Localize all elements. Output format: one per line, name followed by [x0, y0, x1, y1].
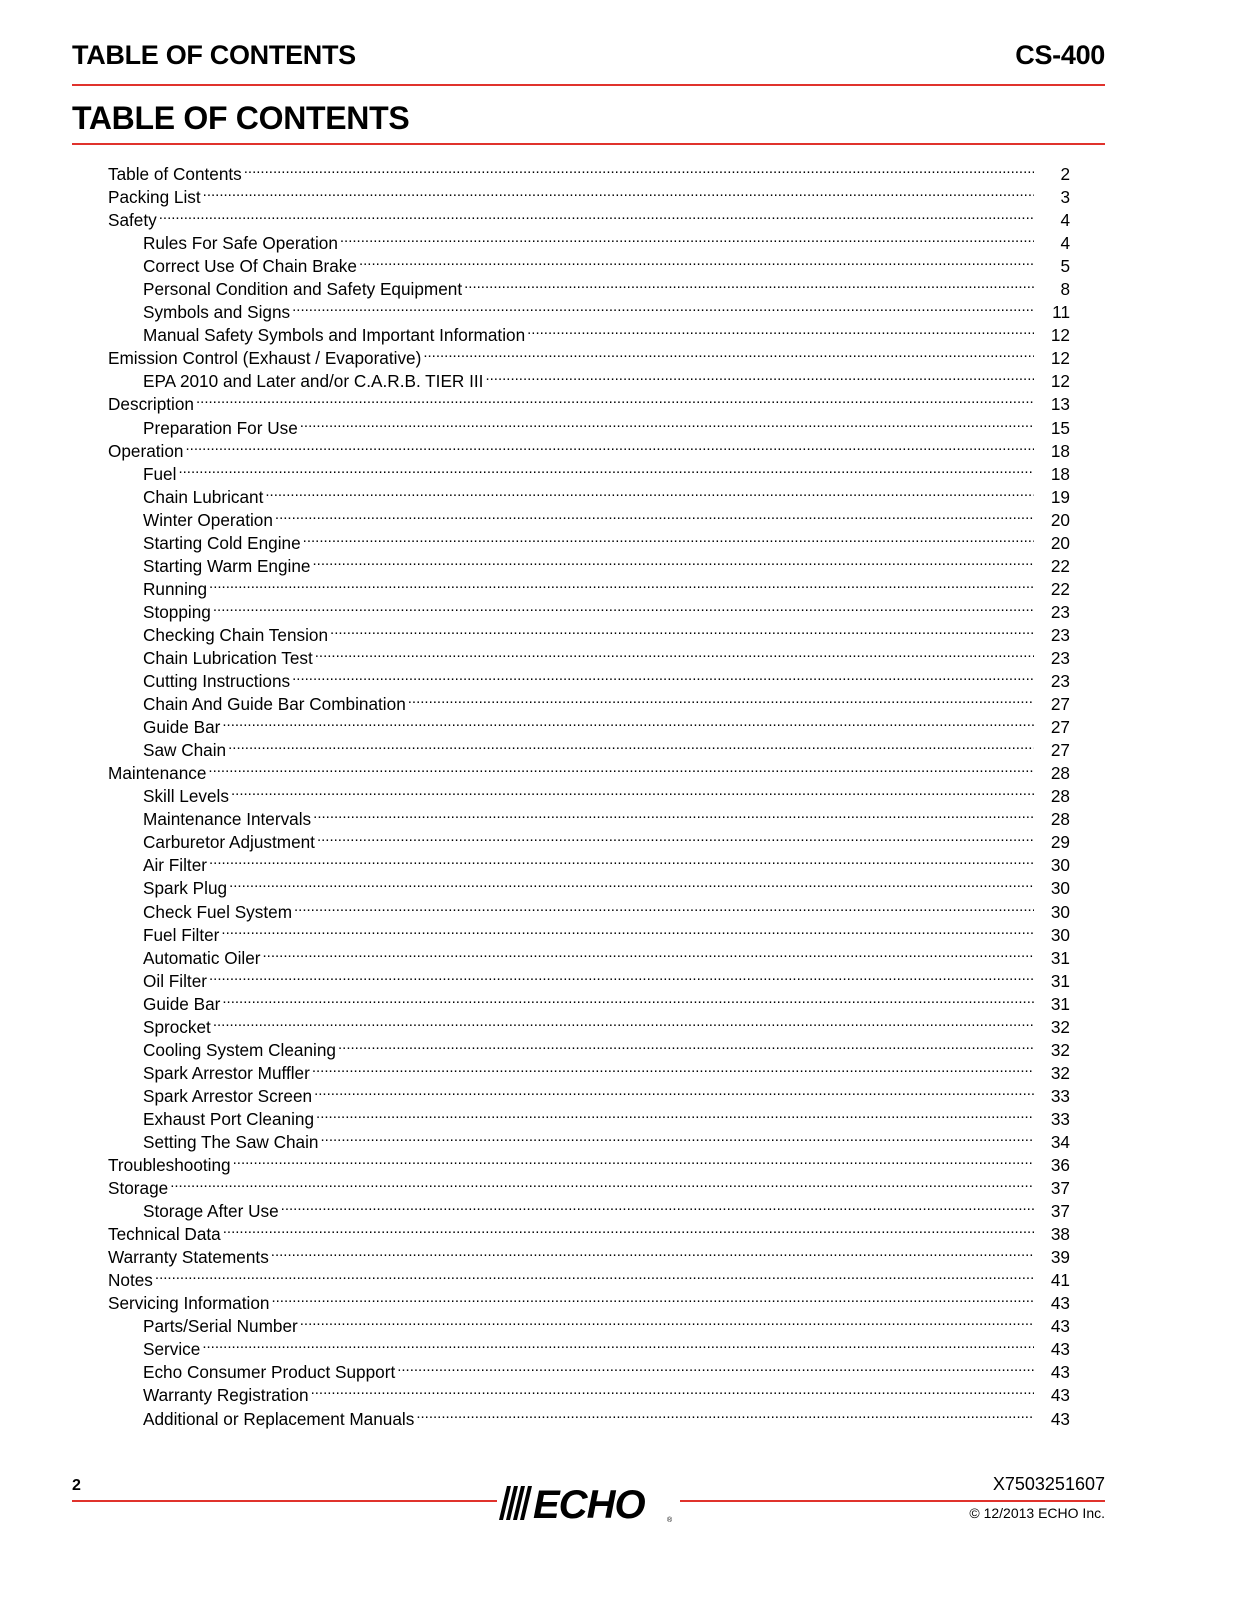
toc-dot-leader — [231, 779, 1034, 802]
toc-entry[interactable] — [108, 1171, 1070, 1199]
toc-dot-leader — [340, 226, 1034, 249]
toc-entry-page: 31 — [1050, 970, 1070, 991]
toc-dot-leader — [196, 387, 1034, 410]
toc-entry-label: Storage — [108, 1178, 169, 1199]
toc-subentry[interactable] — [108, 1033, 1070, 1060]
toc-entry-label: Running — [143, 578, 208, 599]
title-divider — [72, 143, 1105, 145]
toc-dot-leader — [527, 318, 1034, 341]
toc-dot-leader — [303, 526, 1034, 549]
toc-dot-leader — [317, 825, 1034, 848]
toc-entry-page: 27 — [1050, 717, 1070, 738]
toc-dot-leader — [397, 1355, 1034, 1378]
toc-dot-leader — [485, 364, 1034, 387]
footer-divider-left — [72, 1500, 497, 1502]
toc-dot-leader — [262, 941, 1034, 964]
toc-entry-page: 18 — [1050, 463, 1070, 484]
toc-entry-label: Air Filter — [143, 855, 207, 876]
toc-entry-label: Manual Safety Symbols and Important Information — [143, 325, 526, 346]
toc-subentry[interactable] — [108, 802, 1070, 830]
header-section-title: TABLE OF CONTENTS — [72, 40, 356, 70]
echo-logo — [497, 1482, 680, 1524]
toc-entry-page: 28 — [1050, 809, 1070, 830]
toc-entry[interactable] — [108, 180, 1070, 208]
toc-dot-leader — [222, 710, 1034, 733]
toc-dot-leader — [315, 641, 1034, 664]
toc-entry-label: Technical Data — [108, 1224, 221, 1245]
toc-entry-label: Rules For Safe Operation — [143, 233, 338, 254]
toc-subentry[interactable] — [108, 987, 1070, 1014]
toc-entry-label: Cutting Instructions — [143, 671, 291, 692]
toc-dot-leader — [275, 503, 1034, 526]
toc-entry-label: EPA 2010 and Later and/or C.A.R.B. TIER III — [143, 371, 484, 392]
toc-subentry[interactable] — [108, 733, 1070, 761]
toc-dot-leader — [209, 964, 1034, 987]
toc-dot-leader — [178, 457, 1034, 480]
toc-subentry[interactable] — [108, 411, 1070, 438]
toc-entry[interactable] — [108, 203, 1070, 231]
toc-entry-label: Symbols and Signs — [143, 302, 291, 323]
toc-entry-label: Packing List — [108, 187, 201, 208]
toc-entry-page: 8 — [1060, 279, 1070, 300]
toc-subentry[interactable] — [108, 226, 1070, 254]
toc-dot-leader — [221, 918, 1034, 941]
toc-entry-label: Checking Chain Tension — [143, 624, 329, 645]
toc-entry-page: 31 — [1050, 947, 1070, 968]
toc-entry-page: 19 — [1050, 486, 1070, 507]
toc-entry-label: Service — [143, 1339, 201, 1360]
toc-entry-page: 33 — [1050, 1108, 1070, 1129]
toc-entry-page: 36 — [1050, 1155, 1070, 1176]
toc-entry-page: 12 — [1050, 371, 1070, 392]
toc-entry-page: 30 — [1050, 855, 1070, 876]
toc-entry-label: Echo Consumer Product Support — [143, 1362, 396, 1383]
toc-subentry[interactable] — [108, 895, 1070, 922]
toc-entry-page: 34 — [1050, 1131, 1070, 1152]
toc-entry-page: 23 — [1050, 624, 1070, 645]
toc-entry-label: Troubleshooting — [108, 1155, 231, 1176]
toc-entry-page: 23 — [1050, 601, 1070, 622]
toc-subentry[interactable] — [108, 779, 1070, 807]
toc-subentry[interactable] — [108, 941, 1070, 968]
logo-wordmark: ECHO — [533, 1483, 645, 1524]
toc-entry-page: 20 — [1050, 532, 1070, 553]
toc-entry-label: Chain And Guide Bar Combination — [143, 694, 406, 715]
toc-entry-page: 12 — [1050, 348, 1070, 369]
toc-entry-page: 31 — [1050, 993, 1070, 1014]
toc-entry-page: 32 — [1050, 1062, 1070, 1083]
toc-entry-label: Operation — [108, 440, 184, 461]
toc-entry-label: Notes — [108, 1270, 153, 1291]
toc-dot-leader — [464, 272, 1034, 295]
toc-entry-page: 33 — [1050, 1085, 1070, 1106]
toc-dot-leader — [314, 1079, 1034, 1102]
toc-entry-page: 30 — [1050, 901, 1070, 922]
toc-entry-page: 4 — [1060, 210, 1070, 231]
toc-entry-page: 22 — [1050, 578, 1070, 599]
toc-entry-label: Warranty Statements — [108, 1247, 269, 1268]
toc-entry-page: 37 — [1050, 1178, 1070, 1199]
toc-dot-leader — [208, 756, 1034, 779]
toc-entry-page: 32 — [1050, 1016, 1070, 1037]
toc-dot-leader — [213, 1010, 1034, 1033]
toc-entry-label: Oil Filter — [143, 970, 207, 991]
toc-entry-page: 5 — [1060, 256, 1070, 277]
toc-entry-label: Fuel — [143, 463, 177, 484]
toc-dot-leader — [330, 618, 1034, 641]
toc-entry-page: 29 — [1050, 832, 1070, 853]
toc-dot-leader — [312, 1056, 1034, 1079]
toc-entry-label: Maintenance — [108, 763, 207, 784]
toc-subentry[interactable] — [108, 964, 1070, 991]
toc-entry-label: Spark Arrestor Screen — [143, 1085, 313, 1106]
toc-dot-leader — [292, 295, 1034, 318]
toc-entry-label: Parts/Serial Number — [143, 1316, 298, 1337]
toc-entry[interactable] — [108, 1263, 1070, 1291]
toc-entry-label: Additional or Replacement Manuals — [143, 1408, 415, 1429]
toc-entry-page: 11 — [1052, 302, 1070, 323]
toc-entry-label: Guide Bar — [143, 717, 221, 738]
table-of-contents — [108, 157, 1070, 1429]
toc-entry-label: Starting Cold Engine — [143, 532, 301, 553]
toc-entry-label: Carburetor Adjustment — [143, 832, 315, 853]
toc-entry-page: 27 — [1050, 694, 1070, 715]
footer-document-number: X7503251607 — [992, 1474, 1105, 1494]
toc-entry-label: Maintenance Intervals — [143, 809, 312, 830]
header-model-number: CS-400 — [1015, 40, 1105, 70]
toc-dot-leader — [213, 595, 1034, 618]
toc-subentry[interactable] — [108, 710, 1070, 738]
toc-subentry[interactable] — [108, 918, 1070, 945]
header-divider — [72, 84, 1105, 86]
toc-entry-label: Preparation For Use — [143, 417, 298, 438]
toc-dot-leader — [244, 157, 1034, 180]
page-header — [72, 40, 1105, 84]
toc-entry-page: 22 — [1050, 555, 1070, 576]
toc-entry-label: Starting Warm Engine — [143, 555, 311, 576]
toc-entry-label: Table of Contents — [108, 164, 242, 184]
toc-dot-leader — [271, 1240, 1034, 1263]
toc-entry-label: Warranty Registration — [143, 1385, 309, 1406]
toc-entry-label: Spark Plug — [143, 878, 228, 899]
toc-dot-leader — [359, 249, 1034, 272]
toc-entry-label: Exhaust Port Cleaning — [143, 1108, 315, 1129]
toc-entry-page: 2 — [1060, 164, 1070, 184]
toc-entry-page: 13 — [1050, 394, 1070, 415]
toc-entry-label: Personal Condition and Safety Equipment — [143, 279, 463, 300]
toc-entry-page: 12 — [1050, 325, 1070, 346]
toc-subentry[interactable] — [108, 1010, 1070, 1037]
toc-entry-page: 39 — [1050, 1247, 1070, 1268]
toc-subentry[interactable] — [108, 618, 1070, 645]
toc-subentry[interactable] — [108, 1355, 1070, 1383]
toc-entry-label: Setting The Saw Chain — [143, 1131, 319, 1152]
toc-entry-page: 28 — [1050, 786, 1070, 807]
toc-subentry[interactable] — [108, 1194, 1070, 1222]
toc-entry-label: Guide Bar — [143, 993, 221, 1014]
toc-entry-page: 43 — [1050, 1362, 1070, 1383]
toc-entry-label: Cooling System Cleaning — [143, 1039, 336, 1060]
toc-entry[interactable] — [108, 1148, 1070, 1176]
page-title: TABLE OF CONTENTS — [72, 100, 410, 136]
toc-entry-page: 27 — [1050, 740, 1070, 761]
toc-entry[interactable] — [108, 1286, 1070, 1314]
toc-entry-label: Spark Arrestor Muffler — [143, 1062, 310, 1083]
toc-dot-leader — [313, 802, 1034, 825]
footer-copyright: © 12/2013 ECHO Inc. — [969, 1505, 1105, 1521]
footer-divider-right — [680, 1500, 1105, 1502]
toc-dot-leader — [223, 1217, 1034, 1240]
toc-dot-leader — [222, 987, 1034, 1010]
toc-subentry[interactable] — [108, 871, 1070, 899]
toc-entry-label: Emission Control (Exhaust / Evaporative) — [108, 348, 422, 369]
toc-dot-leader — [233, 1148, 1034, 1171]
toc-dot-leader — [292, 664, 1034, 687]
toc-entry-label: Chain Lubrication Test — [143, 647, 313, 668]
toc-entry-label: Storage After Use — [143, 1201, 279, 1222]
toc-entry-label: Stopping — [143, 601, 211, 622]
toc-dot-leader — [281, 1194, 1034, 1217]
toc-dot-leader — [271, 1286, 1034, 1309]
toc-dot-leader — [203, 180, 1034, 203]
toc-dot-leader — [209, 572, 1034, 595]
toc-entry-page: 28 — [1050, 763, 1070, 784]
toc-entry[interactable] — [108, 387, 1070, 415]
toc-entry-label: Check Fuel System — [143, 901, 293, 922]
toc-entry-label: Fuel Filter — [143, 924, 220, 945]
toc-entry-label: Correct Use Of Chain Brake — [143, 256, 357, 277]
toc-entry[interactable] — [108, 1240, 1070, 1268]
toc-dot-leader — [170, 1171, 1034, 1194]
toc-dot-leader — [338, 1033, 1034, 1056]
toc-entry-page: 43 — [1050, 1339, 1070, 1360]
toc-entry-page: 18 — [1050, 440, 1070, 461]
toc-entry-label: Chain Lubricant — [143, 486, 264, 507]
toc-dot-leader — [294, 895, 1034, 918]
toc-entry-label: Safety — [108, 210, 157, 231]
toc-entry-page: 20 — [1050, 509, 1070, 530]
toc-entry-page: 3 — [1060, 187, 1070, 208]
toc-entry-label: Saw Chain — [143, 740, 227, 761]
toc-dot-leader — [316, 1102, 1034, 1125]
toc-dot-leader — [159, 203, 1034, 226]
toc-entry-label: Skill Levels — [143, 786, 229, 807]
toc-dot-leader — [416, 1402, 1034, 1425]
toc-entry-page: 15 — [1050, 417, 1070, 438]
toc-subentry[interactable] — [108, 848, 1070, 876]
toc-dot-leader — [300, 1309, 1034, 1332]
toc-entry[interactable] — [108, 1217, 1070, 1245]
toc-subentry[interactable] — [108, 595, 1070, 622]
toc-entry-page: 43 — [1050, 1385, 1070, 1406]
toc-entry-label: Winter Operation — [143, 509, 273, 530]
footer-page-number: 2 — [72, 1477, 81, 1494]
toc-subentry[interactable] — [108, 457, 1070, 484]
toc-dot-leader — [229, 871, 1034, 894]
toc-entry-page: 43 — [1050, 1316, 1070, 1337]
toc-entry[interactable] — [108, 434, 1070, 461]
toc-dot-leader — [202, 1332, 1034, 1355]
toc-entry-page: 30 — [1050, 878, 1070, 899]
toc-entry-label: Automatic Oiler — [143, 947, 261, 968]
toc-dot-leader — [209, 848, 1034, 871]
toc-entry-page: 43 — [1050, 1408, 1070, 1429]
toc-dot-leader — [408, 687, 1034, 710]
toc-dot-leader — [185, 434, 1034, 457]
toc-entry-label: Sprocket — [143, 1016, 211, 1037]
toc-dot-leader — [311, 1378, 1034, 1401]
toc-entry-page: 41 — [1050, 1270, 1070, 1291]
svg-text:®: ® — [667, 1517, 673, 1524]
toc-dot-leader — [300, 411, 1034, 434]
toc-entry-page: 32 — [1050, 1039, 1070, 1060]
toc-dot-leader — [265, 480, 1034, 503]
toc-entry[interactable] — [108, 756, 1070, 784]
toc-entry-page: 43 — [1050, 1293, 1070, 1314]
toc-entry-page: 30 — [1050, 924, 1070, 945]
toc-dot-leader — [320, 1125, 1034, 1148]
toc-dot-leader — [228, 733, 1034, 756]
toc-dot-leader — [423, 341, 1034, 364]
toc-entry[interactable] — [108, 157, 1070, 184]
toc-entry-page: 38 — [1050, 1224, 1070, 1245]
toc-subentry[interactable] — [108, 572, 1070, 599]
toc-entry-page: 37 — [1050, 1201, 1070, 1222]
toc-subentry[interactable] — [108, 1332, 1070, 1360]
toc-dot-leader — [313, 549, 1035, 572]
toc-dot-leader — [155, 1263, 1034, 1286]
toc-entry-page: 23 — [1050, 671, 1070, 692]
toc-subentry[interactable] — [108, 480, 1070, 507]
toc-entry-page: 4 — [1060, 233, 1070, 254]
toc-entry-label: Description — [108, 394, 194, 415]
toc-entry-label: Servicing Information — [108, 1293, 270, 1314]
toc-entry-page: 23 — [1050, 647, 1070, 668]
